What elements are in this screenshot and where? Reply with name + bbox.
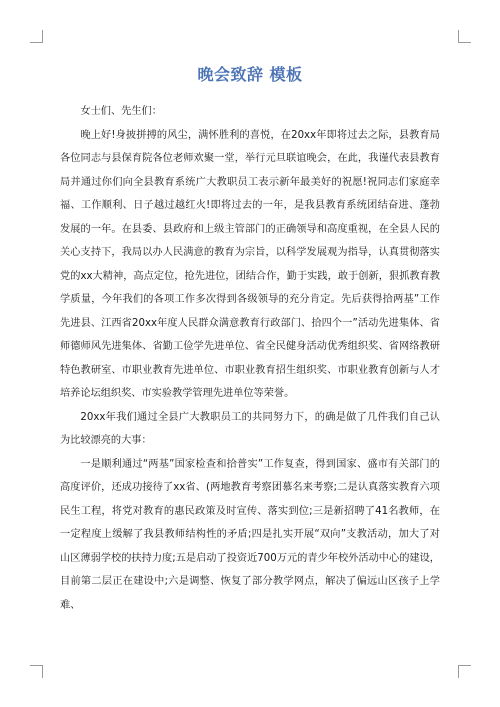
body-paragraph: 20xx年我们通过全县广大教职员工的共同努力下，的确是做了几件我们自己认为比较漂亮的大事： xyxy=(60,411,440,446)
document-title: 晚会致辞 模板 xyxy=(197,65,303,84)
body-paragraph: 一是顺利通过“两基”国家检查和拾普实”工作复查，得到国家、盛市有关部门的高度评价，还成功接待了xx省、(两地教育考察团慕名来考察;二是认真落实教育六项民生工程，将党对教育的惠民政策及时宣传、落实到位;三是新招聘了41名教师，在一定程度上缓解了我县教师结构性的矛盾;四是扎实开展“双向”支教活动，加大了对山区薄弱学校的扶持力度;五是启动了投资近700万元的青少年校外活动中心的建设，目前第二层正在建设中;六是调整、恢复了部分教学网点，解决了偏远山区孩子上学难、 xyxy=(60,458,440,611)
crop-mark-bottom-right xyxy=(458,665,471,678)
crop-mark-top-right xyxy=(458,30,471,43)
document-body xyxy=(60,100,440,617)
crop-mark-bottom-left xyxy=(30,665,43,678)
body-paragraph: 晚上好!身披拼搏的风尘，满怀胜利的喜悦，在20xx年即将过去之际，县教育局各位同志与县保育院各位老师欢聚一堂，举行元旦联谊晚会，在此，我谨代表县教育局并通过你们向全县教育系统广大教职员工表示新年最美好的祝愿!祝同志们家庭幸福、工作顺利、日子越过越红火!即将过去的一年，是我县教育系统团结奋进、蓬勃发展的一年。在县委、县政府和上级主管部门的正确领导和高度重视，在全县人民的关心支持下，我局以办人民满意的教育为宗旨，以科学发展观为指导，认真贯彻落实党的xx大精神，高点定位，抢先进位，团结合作，勤于实践，敢于创新，狠抓教育教学质量，今年我们的各项工作多次得到各级领导的充分肯定。先后获得拾两基”工作先进县、江西省20xx年度人民群众满意教育行政部门、拾四个一”活动先进集体、省师德师风先进集体、省勤工俭学先进单位、省全民健身活动优秀组织奖、省网络教研特色教研室、市职业教育先进单位、市职业教育招生组织奖、市职业教育创新与人才培养论坛组织奖、市实验教学管理先进单位等荣誉。 xyxy=(60,129,440,399)
salutation-paragraph: 女士们、先生们： xyxy=(80,106,162,117)
crop-mark-top-left xyxy=(30,30,43,43)
